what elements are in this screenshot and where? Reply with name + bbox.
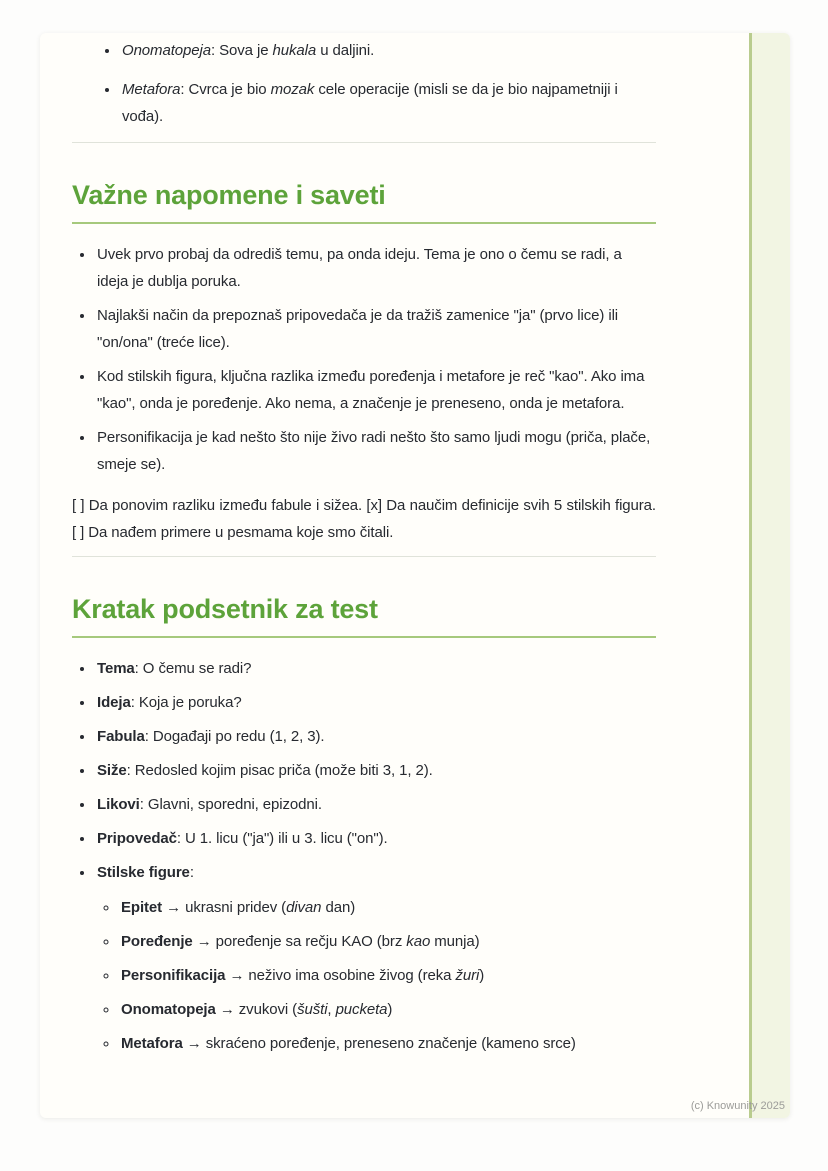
text-segment: u daljini. [316,42,375,59]
text-segment: → poređenje sa rečju KAO (brz [192,933,407,950]
text-segment: : [189,864,194,881]
text-segment: ) [387,1001,393,1018]
text-segment: Pripovedač [97,830,177,847]
text-segment: → neživo ima osobine živog (reka [225,967,456,984]
text-segment: pucketa [335,1001,388,1018]
sub-bullet-list [97,894,656,1057]
text-segment: : Sova je [210,42,273,59]
text-segment: Metafora [121,1035,183,1052]
section-divider [72,142,656,143]
text-segment: divan [286,899,322,916]
list-item [119,894,656,921]
section-divider [72,556,656,557]
watermark: (c) Knowunity 2025 [690,1100,785,1112]
text-segment: → zvukovi ( [215,1001,298,1018]
list-item [119,928,656,955]
text-segment: dan) [321,899,356,916]
text-segment: Onomatopeja [121,1001,216,1018]
list-item [120,37,656,64]
text-segment: → skraćeno poređenje, preneseno značenje (kameno srce) [182,1035,576,1052]
text-segment: Metafora [122,81,181,98]
list-item [95,723,656,750]
text-segment: : O čemu se radi? [134,660,252,677]
text-segment: kao [406,933,431,950]
text-segment: Stilske figure [97,864,190,881]
list-item [95,655,656,682]
list-item [95,424,656,478]
text-segment: → ukrasni pridev ( [162,899,287,916]
text-segment: Tema [97,660,135,677]
list-item [95,859,656,1057]
text-segment: : U 1. licu ("ja") ili u 3. licu ("on"). [176,830,388,847]
text-segment: žuri [455,967,480,984]
text-segment: Siže [97,762,127,779]
list-item [95,363,656,417]
document-content [72,37,656,1064]
list-item [119,996,656,1023]
text-segment: : Događaji po redu (1, 2, 3). [144,728,325,745]
text-segment: Personifikacija je kad nešto što nije živo radi nešto što samo ljudi mogu (priča, plače, smeje se). [97,429,651,473]
text-segment: Kod stilskih figura, ključna razlika između poređenja i metafore je reč "kao". Ako ima "kao", onda je poređenje. Ako nema, a značenje je preneseno, onda je metafora. [97,368,645,412]
reminder-list [72,655,656,1057]
text-segment: : Cvrca je bio [180,81,271,98]
checklist-paragraph: [ ] Da ponovim razliku između fabule i sižea. [x] Da naučim definicije svih 5 stilskih figura. [ ] Da nađem primere u pesmama koje smo čitali. [72,497,656,541]
text-segment: : Glavni, sporedni, epizodni. [139,796,322,813]
text-segment: Poređenje [121,933,193,950]
text-segment: : Koja je poruka? [130,694,242,711]
list-item [95,791,656,818]
section-title-reminder: Kratak podsetnik za test [72,593,656,638]
notes-list [72,241,656,478]
document-page [40,33,790,1118]
text-segment: : Redosled kojim pisac priča (može biti 3, 1, 2). [126,762,433,779]
list-item [119,962,656,989]
text-segment: ) [479,967,485,984]
text-segment: Onomatopeja [122,42,211,59]
text-segment: cele operacije (misli se da je bio najpametniji i vođa). [122,81,618,125]
text-segment: Likovi [97,796,140,813]
text-segment: Fabula [97,728,145,745]
stylistic-figures-example-list [72,37,656,130]
text-segment: Uvek prvo probaj da odrediš temu, pa onda ideju. Tema je ono o čemu se radi, a ideja je dublja poruka. [97,246,622,290]
text-segment: šušti [297,1001,328,1018]
list-item [95,241,656,295]
section-title-notes: Važne napomene i saveti [72,179,656,224]
text-segment: Najlakši način da prepoznaš pripovedača je da tražiš zamenice "ja" (prvo lice) ili "on/ona" (treće lice). [97,307,619,351]
text-segment: munja) [430,933,480,950]
page-edge-strip [749,33,790,1118]
text-segment: , [327,1001,336,1018]
list-item [95,689,656,716]
text-segment: Epitet [121,899,163,916]
list-item [95,757,656,784]
list-item [95,825,656,852]
list-item [119,1030,656,1057]
text-segment: Personifikacija [121,967,226,984]
text-segment: hukala [272,42,317,59]
text-segment: mozak [270,81,315,98]
list-item [95,302,656,356]
text-segment: Ideja [97,694,131,711]
list-item [120,76,656,130]
